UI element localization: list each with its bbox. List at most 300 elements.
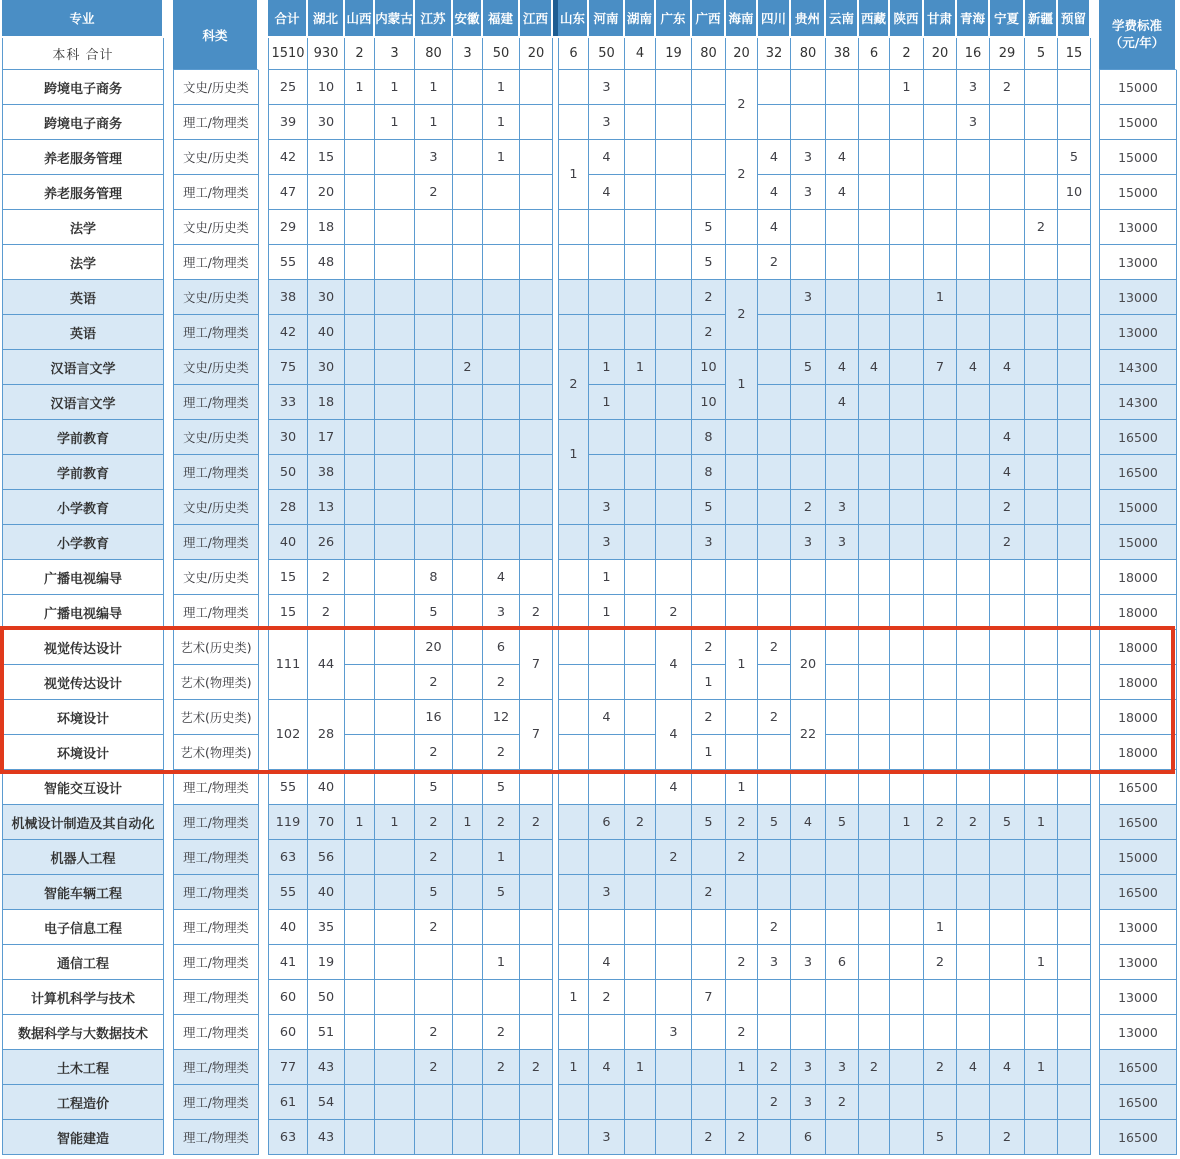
col-gap — [259, 805, 268, 840]
table-row — [2, 525, 1177, 560]
cell-value — [375, 630, 415, 665]
cell-value — [558, 805, 589, 840]
cell-value: 1 — [375, 805, 415, 840]
cell-value — [692, 105, 726, 140]
table-row — [2, 980, 1177, 1015]
cell-value: 5 — [415, 875, 453, 910]
cell-value: 4 — [758, 140, 791, 175]
cell-value: 2 — [692, 875, 726, 910]
cell-category: 艺术(物理类) — [173, 735, 259, 770]
summary-value: 50 — [483, 38, 520, 70]
col-gap — [1091, 315, 1099, 350]
cell-value — [957, 315, 990, 350]
cell-value — [520, 210, 553, 245]
cell-value — [625, 70, 656, 105]
summary-value: 32 — [758, 38, 791, 70]
col-header: 河南 — [589, 0, 625, 38]
col-gap — [164, 1015, 173, 1050]
cell-value: 102 — [268, 700, 308, 770]
cell-major: 智能车辆工程 — [2, 875, 164, 910]
col-header: 合计 — [268, 0, 308, 38]
cell-value — [890, 875, 924, 910]
col-gap — [1091, 1120, 1099, 1155]
cell-value: 5 — [415, 595, 453, 630]
cell-value: 55 — [268, 770, 308, 805]
cell-value: 2 — [483, 805, 520, 840]
cell-value — [656, 140, 692, 175]
cell-value — [1058, 280, 1091, 315]
cell-value — [957, 700, 990, 735]
cell-value — [558, 210, 589, 245]
cell-value — [453, 1120, 483, 1155]
table-row — [2, 805, 1177, 840]
cell-value: 2 — [415, 1015, 453, 1050]
cell-value — [558, 840, 589, 875]
cell-value: 56 — [308, 840, 345, 875]
cell-value — [415, 350, 453, 385]
cell-value — [826, 665, 859, 700]
cell-value — [453, 770, 483, 805]
table-row — [2, 70, 1177, 105]
cell-value — [345, 420, 375, 455]
cell-value — [859, 630, 890, 665]
cell-value — [625, 1085, 656, 1120]
cell-value — [692, 910, 726, 945]
cell-value: 1 — [726, 350, 758, 420]
cell-value — [625, 210, 656, 245]
cell-value — [483, 525, 520, 560]
cell-value — [990, 1015, 1025, 1050]
cell-value: 2 — [558, 350, 589, 420]
cell-category: 文史/历史类 — [173, 560, 259, 595]
cell-value — [990, 945, 1025, 980]
cell-value: 5 — [692, 490, 726, 525]
cell-value: 4 — [990, 1050, 1025, 1085]
cell-value: 44 — [308, 630, 345, 700]
cell-value: 2 — [656, 840, 692, 875]
cell-value — [758, 350, 791, 385]
cell-value: 70 — [308, 805, 345, 840]
cell-value — [957, 420, 990, 455]
col-gap — [259, 0, 268, 38]
cell-value — [625, 910, 656, 945]
col-gap — [1091, 175, 1099, 210]
cell-value — [453, 280, 483, 315]
cell-value — [345, 980, 375, 1015]
cell-value — [758, 595, 791, 630]
cell-value — [791, 980, 826, 1015]
cell-value — [791, 315, 826, 350]
cell-value — [375, 1050, 415, 1085]
cell-category: 理工/物理类 — [173, 105, 259, 140]
cell-value — [957, 1120, 990, 1155]
cell-value — [924, 665, 957, 700]
cell-value — [656, 945, 692, 980]
cell-value: 6 — [589, 805, 625, 840]
cell-value: 20 — [308, 175, 345, 210]
col-gap — [164, 385, 173, 420]
cell-value — [957, 525, 990, 560]
cell-value — [625, 315, 656, 350]
cell-value — [1058, 105, 1091, 140]
cell-value — [791, 210, 826, 245]
col-gap — [164, 490, 173, 525]
cell-value: 2 — [692, 1120, 726, 1155]
summary-value: 38 — [826, 38, 859, 70]
cell-value — [826, 980, 859, 1015]
cell-value — [656, 910, 692, 945]
cell-major: 英语 — [2, 315, 164, 350]
table-row — [2, 315, 1177, 350]
col-gap — [1091, 875, 1099, 910]
cell-value — [791, 245, 826, 280]
cell-value — [453, 70, 483, 105]
cell-category: 理工/物理类 — [173, 1015, 259, 1050]
cell-value: 2 — [415, 910, 453, 945]
cell-value — [375, 1085, 415, 1120]
cell-value — [791, 595, 826, 630]
cell-value — [1025, 1015, 1058, 1050]
col-header: 广西 — [692, 0, 726, 38]
cell-value: 1 — [589, 385, 625, 420]
cell-value — [890, 945, 924, 980]
cell-value — [558, 315, 589, 350]
cell-tuition: 18000 — [1099, 630, 1177, 665]
cell-value — [826, 595, 859, 630]
cell-value: 26 — [308, 525, 345, 560]
cell-value: 42 — [268, 315, 308, 350]
cell-value — [656, 175, 692, 210]
cell-value: 3 — [589, 1120, 625, 1155]
summary-value: 19 — [656, 38, 692, 70]
summary-value: 5 — [1025, 38, 1058, 70]
summary-value: 20 — [520, 38, 553, 70]
summary-value: 20 — [924, 38, 957, 70]
cell-value — [345, 840, 375, 875]
cell-value — [924, 70, 957, 105]
cell-value — [345, 210, 375, 245]
cell-value — [859, 140, 890, 175]
cell-value: 5 — [692, 210, 726, 245]
cell-tuition: 18000 — [1099, 665, 1177, 700]
cell-value — [520, 70, 553, 105]
cell-value: 40 — [308, 770, 345, 805]
cell-value — [345, 525, 375, 560]
cell-value — [483, 175, 520, 210]
summary-value: 2 — [890, 38, 924, 70]
cell-value: 4 — [826, 385, 859, 420]
cell-value — [375, 490, 415, 525]
cell-value: 77 — [268, 1050, 308, 1085]
cell-value: 2 — [308, 595, 345, 630]
cell-value — [520, 910, 553, 945]
cell-value: 5 — [791, 350, 826, 385]
cell-value — [625, 455, 656, 490]
cell-value: 3 — [483, 595, 520, 630]
table-row — [2, 1015, 1177, 1050]
cell-value — [1058, 665, 1091, 700]
cell-major: 视觉传达设计 — [2, 630, 164, 665]
cell-value — [520, 455, 553, 490]
cell-major: 英语 — [2, 280, 164, 315]
cell-value: 2 — [924, 805, 957, 840]
cell-value: 63 — [268, 1120, 308, 1155]
cell-value: 1 — [483, 140, 520, 175]
cell-value: 2 — [692, 630, 726, 665]
cell-value — [415, 210, 453, 245]
cell-value — [692, 945, 726, 980]
col-gap — [164, 38, 173, 70]
cell-value — [726, 595, 758, 630]
cell-value — [520, 315, 553, 350]
cell-value — [791, 385, 826, 420]
col-gap — [1091, 140, 1099, 175]
summary-value: 2 — [345, 38, 375, 70]
cell-value: 4 — [957, 1050, 990, 1085]
cell-value — [625, 980, 656, 1015]
col-gap — [259, 245, 268, 280]
cell-value — [1025, 350, 1058, 385]
summary-value: 4 — [625, 38, 656, 70]
cell-value — [375, 1120, 415, 1155]
cell-value: 4 — [589, 140, 625, 175]
cell-value — [1025, 490, 1058, 525]
cell-value — [625, 560, 656, 595]
cell-value — [990, 245, 1025, 280]
cell-value — [859, 315, 890, 350]
cell-value — [990, 105, 1025, 140]
cell-value — [345, 385, 375, 420]
cell-value — [520, 175, 553, 210]
cell-value — [726, 245, 758, 280]
cell-value: 7 — [520, 700, 553, 770]
cell-major: 环境设计 — [2, 735, 164, 770]
cell-value — [1025, 1085, 1058, 1120]
col-header: 山西 — [345, 0, 375, 38]
cell-value — [1025, 840, 1058, 875]
col-gap — [259, 420, 268, 455]
cell-value — [483, 315, 520, 350]
cell-value — [826, 70, 859, 105]
cell-value: 50 — [268, 455, 308, 490]
cell-value — [483, 385, 520, 420]
cell-value — [726, 560, 758, 595]
cell-value: 2 — [826, 1085, 859, 1120]
cell-value: 16 — [415, 700, 453, 735]
cell-tuition: 13000 — [1099, 910, 1177, 945]
cell-major: 学前教育 — [2, 455, 164, 490]
cell-value — [924, 560, 957, 595]
cell-value: 2 — [726, 280, 758, 350]
cell-value — [375, 910, 415, 945]
cell-value — [625, 420, 656, 455]
col-gap — [259, 455, 268, 490]
cell-value — [826, 770, 859, 805]
cell-value — [957, 385, 990, 420]
col-gap — [259, 840, 268, 875]
cell-value: 1 — [692, 735, 726, 770]
cell-value: 28 — [308, 700, 345, 770]
col-gap — [164, 630, 173, 665]
col-gap — [259, 210, 268, 245]
cell-value — [1058, 875, 1091, 910]
col-gap — [259, 1015, 268, 1050]
cell-value — [826, 735, 859, 770]
col-header: 福建 — [483, 0, 520, 38]
cell-value — [625, 280, 656, 315]
cell-value: 3 — [692, 525, 726, 560]
cell-value — [791, 455, 826, 490]
cell-value — [558, 525, 589, 560]
col-gap — [259, 350, 268, 385]
cell-value — [726, 910, 758, 945]
cell-value — [957, 560, 990, 595]
cell-value — [890, 280, 924, 315]
col-gap — [1091, 1085, 1099, 1120]
cell-value: 2 — [415, 665, 453, 700]
table-row — [2, 875, 1177, 910]
cell-value — [859, 525, 890, 560]
cell-value — [345, 245, 375, 280]
cell-value: 15 — [268, 595, 308, 630]
cell-value: 30 — [308, 280, 345, 315]
col-gap — [164, 700, 173, 735]
col-gap — [1091, 385, 1099, 420]
cell-value — [758, 875, 791, 910]
col-gap — [259, 490, 268, 525]
cell-value: 3 — [957, 105, 990, 140]
col-header: 湖北 — [308, 0, 345, 38]
cell-value — [990, 560, 1025, 595]
section-gap — [553, 175, 558, 210]
cell-value — [375, 175, 415, 210]
cell-value: 61 — [268, 1085, 308, 1120]
cell-value — [957, 490, 990, 525]
col-gap — [164, 0, 173, 38]
cell-value: 3 — [589, 875, 625, 910]
cell-value — [826, 700, 859, 735]
cell-value: 41 — [268, 945, 308, 980]
summary-value: 3 — [453, 38, 483, 70]
col-gap — [164, 210, 173, 245]
cell-value — [656, 560, 692, 595]
cell-value: 22 — [791, 700, 826, 770]
cell-value — [589, 735, 625, 770]
col-gap — [1091, 805, 1099, 840]
col-gap — [259, 630, 268, 665]
cell-value — [890, 140, 924, 175]
cell-value — [625, 735, 656, 770]
cell-value — [483, 910, 520, 945]
cell-value: 1 — [890, 805, 924, 840]
cell-value — [1058, 560, 1091, 595]
summary-value: 80 — [692, 38, 726, 70]
cell-value — [957, 910, 990, 945]
col-header-tuition: 学费标准 （元/年） — [1099, 0, 1177, 70]
cell-category: 文史/历史类 — [173, 210, 259, 245]
cell-value — [453, 840, 483, 875]
summary-label: 本科 合计 — [2, 38, 164, 70]
table-row — [2, 245, 1177, 280]
cell-value — [589, 315, 625, 350]
cell-value — [345, 175, 375, 210]
table-row — [2, 665, 1177, 700]
cell-value — [656, 1050, 692, 1085]
cell-value — [826, 630, 859, 665]
cell-value: 1 — [415, 70, 453, 105]
cell-value — [924, 700, 957, 735]
cell-value — [656, 455, 692, 490]
cell-value — [692, 140, 726, 175]
col-gap — [164, 805, 173, 840]
cell-value — [826, 1120, 859, 1155]
cell-value: 13 — [308, 490, 345, 525]
cell-value — [890, 245, 924, 280]
cell-value — [558, 700, 589, 735]
cell-value — [758, 525, 791, 560]
cell-value: 3 — [826, 1050, 859, 1085]
cell-value — [1058, 315, 1091, 350]
cell-value: 40 — [268, 525, 308, 560]
col-gap — [1091, 945, 1099, 980]
cell-value — [589, 630, 625, 665]
cell-value — [726, 1085, 758, 1120]
cell-value: 2 — [483, 1050, 520, 1085]
cell-value: 5 — [692, 245, 726, 280]
cell-value: 2 — [520, 595, 553, 630]
col-gap — [259, 525, 268, 560]
col-gap — [259, 1050, 268, 1085]
cell-value — [890, 665, 924, 700]
cell-value — [375, 280, 415, 315]
cell-tuition: 16500 — [1099, 1085, 1177, 1120]
summary-value: 16 — [957, 38, 990, 70]
cell-value — [375, 735, 415, 770]
cell-value — [890, 1120, 924, 1155]
cell-value — [924, 770, 957, 805]
col-gap — [259, 38, 268, 70]
cell-value: 2 — [924, 945, 957, 980]
cell-value — [692, 770, 726, 805]
cell-value: 10 — [692, 385, 726, 420]
cell-value — [453, 735, 483, 770]
cell-value — [859, 385, 890, 420]
cell-tuition: 15000 — [1099, 140, 1177, 175]
cell-value — [520, 560, 553, 595]
cell-value — [483, 1085, 520, 1120]
cell-value: 2 — [758, 910, 791, 945]
cell-value — [625, 700, 656, 735]
cell-value — [345, 455, 375, 490]
cell-value — [453, 490, 483, 525]
col-gap — [1091, 525, 1099, 560]
col-gap — [259, 1085, 268, 1120]
cell-value — [1025, 455, 1058, 490]
cell-value — [791, 70, 826, 105]
cell-value — [415, 1085, 453, 1120]
cell-tuition: 16500 — [1099, 1120, 1177, 1155]
cell-value — [345, 1015, 375, 1050]
cell-value: 40 — [308, 315, 345, 350]
cell-value — [589, 455, 625, 490]
cell-value — [692, 1085, 726, 1120]
cell-value — [520, 350, 553, 385]
table-row — [2, 280, 1177, 315]
col-gap — [259, 280, 268, 315]
col-gap — [1091, 38, 1099, 70]
cell-value — [558, 105, 589, 140]
col-gap — [1091, 280, 1099, 315]
